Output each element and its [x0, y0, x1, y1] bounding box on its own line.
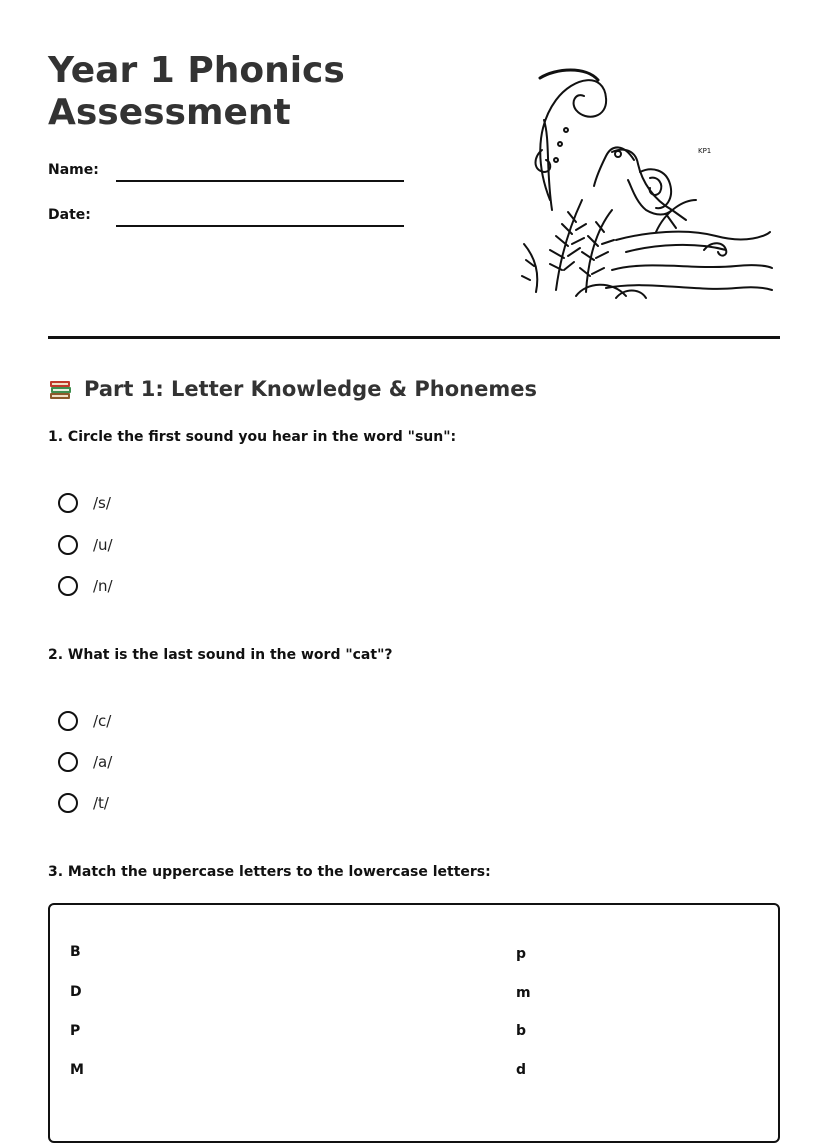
date-field[interactable] — [48, 205, 408, 229]
uppercase-letter[interactable]: B — [70, 944, 81, 960]
option-label: /t/ — [93, 794, 109, 812]
option-label: /u/ — [93, 536, 113, 554]
option-q1-s[interactable] — [58, 491, 111, 515]
date-label: Date: — [48, 207, 91, 223]
option-q2-c[interactable] — [58, 709, 111, 733]
lowercase-letter[interactable]: p — [516, 946, 527, 962]
lowercase-letter[interactable]: d — [516, 1062, 527, 1078]
header-divider — [48, 336, 780, 339]
bird-illustration — [516, 60, 776, 310]
section-heading — [48, 374, 537, 404]
lowercase-letter[interactable]: m — [516, 985, 531, 1001]
question-3: 3. Match the uppercase letters to the lowercase letters: — [48, 864, 491, 880]
radio-circle-icon[interactable] — [58, 535, 78, 555]
books-icon — [48, 376, 74, 402]
name-line[interactable] — [116, 180, 404, 182]
name-field[interactable] — [48, 160, 408, 184]
option-label: /c/ — [93, 712, 112, 730]
option-q2-t[interactable] — [58, 791, 109, 815]
option-q2-a[interactable] — [58, 750, 112, 774]
option-q1-u[interactable] — [58, 533, 113, 557]
option-label: /a/ — [93, 753, 113, 771]
option-q1-n[interactable] — [58, 574, 113, 598]
illustration-label: KP1 — [698, 147, 712, 155]
date-line[interactable] — [116, 225, 404, 227]
section-title: Part 1: Letter Knowledge & Phonemes — [84, 377, 537, 401]
radio-circle-icon[interactable] — [58, 711, 78, 731]
question-2: 2. What is the last sound in the word "cat"? — [48, 647, 393, 663]
name-label: Name: — [48, 162, 99, 178]
page-title: Year 1 Phonics Assessment — [48, 50, 345, 133]
uppercase-letter[interactable]: D — [70, 984, 82, 1000]
uppercase-letter[interactable]: M — [70, 1062, 84, 1078]
uppercase-letter[interactable]: P — [70, 1023, 81, 1039]
radio-circle-icon[interactable] — [58, 793, 78, 813]
radio-circle-icon[interactable] — [58, 493, 78, 513]
radio-circle-icon[interactable] — [58, 576, 78, 596]
question-1: 1. Circle the first sound you hear in the word "sun": — [48, 429, 457, 445]
radio-circle-icon[interactable] — [58, 752, 78, 772]
lowercase-letter[interactable]: b — [516, 1023, 527, 1039]
option-label: /n/ — [93, 577, 113, 595]
matching-box[interactable] — [48, 903, 780, 1143]
option-label: /s/ — [93, 494, 111, 512]
